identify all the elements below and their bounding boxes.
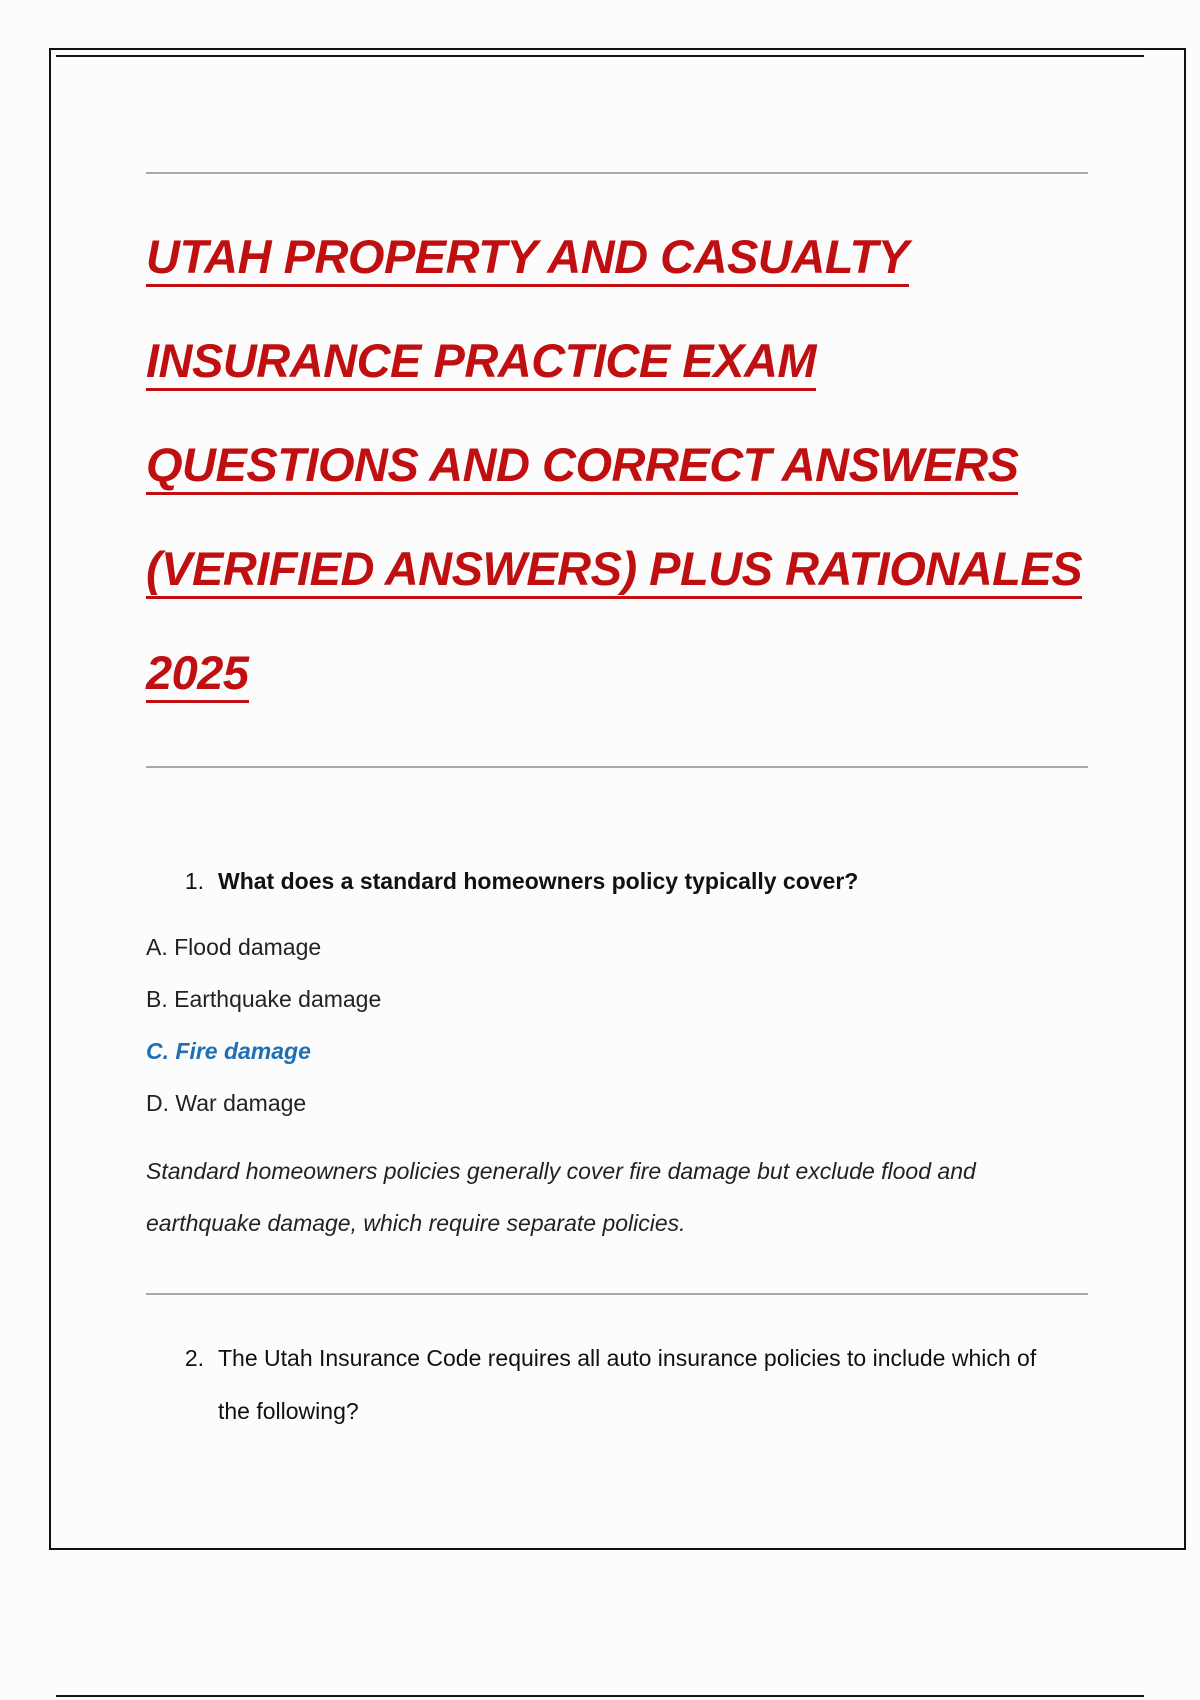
horizontal-rule bbox=[146, 766, 1088, 768]
answer-option-c-correct: C. Fire damage bbox=[146, 1038, 311, 1064]
page-border-top-rule bbox=[56, 55, 1144, 57]
answer-option-d: D. War damage bbox=[146, 1090, 307, 1116]
horizontal-rule bbox=[146, 172, 1088, 174]
question-text: What does a standard homeowners policy typically cover? bbox=[218, 868, 859, 894]
horizontal-rule bbox=[146, 1293, 1088, 1295]
question-text: The Utah Insurance Code requires all auto insurance policies to include which of the following? bbox=[218, 1345, 1037, 1424]
title-line: UTAH PROPERTY AND CASUALTY bbox=[146, 205, 1106, 309]
answer-option-b: B. Earthquake damage bbox=[146, 986, 382, 1012]
document-title bbox=[146, 205, 1106, 725]
question-2 bbox=[146, 1332, 1086, 1438]
title-line: INSURANCE PRACTICE EXAM bbox=[146, 309, 1106, 413]
question-number: 1. bbox=[184, 868, 204, 894]
title-line: QUESTIONS AND CORRECT ANSWERS bbox=[146, 413, 1106, 517]
title-line: 2025 bbox=[146, 621, 1106, 725]
question-number: 2. bbox=[184, 1345, 204, 1371]
page-bottom-rule bbox=[56, 1695, 1144, 1697]
title-line: (VERIFIED ANSWERS) PLUS RATIONALES bbox=[146, 517, 1106, 621]
question-1 bbox=[146, 868, 1086, 895]
answer-options bbox=[146, 930, 381, 1138]
answer-option-a: A. Flood damage bbox=[146, 934, 322, 960]
rationale-text: Standard homeowners policies generally cover fire damage but exclude flood and earthquake damage, which require separate policies. bbox=[146, 1158, 976, 1236]
